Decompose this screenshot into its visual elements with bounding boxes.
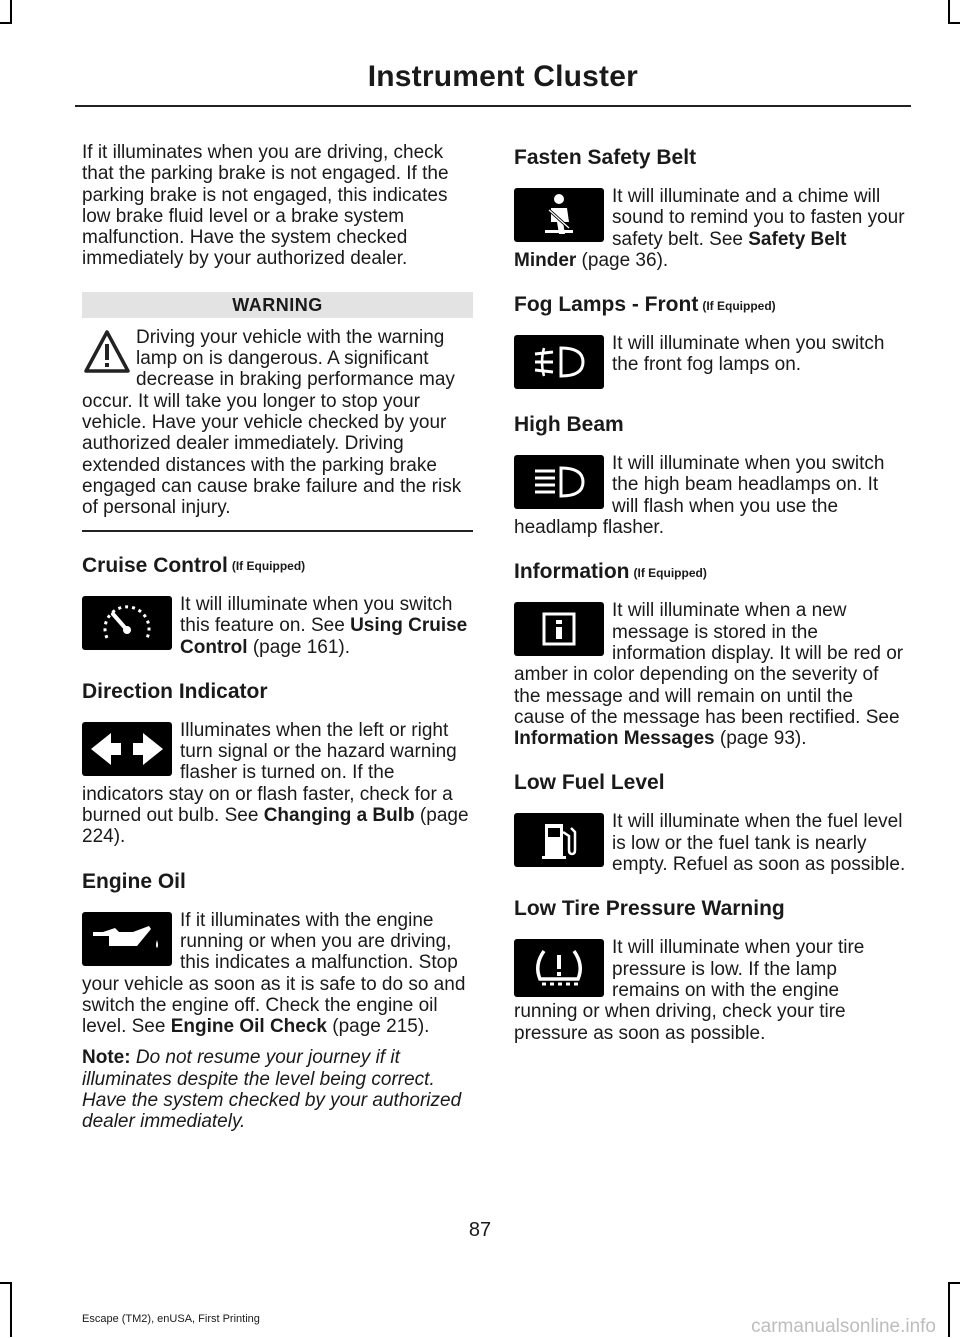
cross-reference-link[interactable]: Using Cruise Control — [180, 615, 468, 658]
section-title: Low Tire Pressure Warning — [514, 897, 785, 921]
note-label: Note: — [82, 1047, 131, 1069]
watermark: carmanualsonline.info — [751, 1316, 936, 1337]
page-reference: (page 224). — [82, 805, 469, 848]
body-text: It will illuminate when you switch this feature on. See — [180, 593, 453, 637]
warning-rule — [82, 530, 473, 532]
section-information — [514, 560, 906, 749]
body-text: Illuminates when the left or right turn signal or the hazard warning flasher is turned on. If the indicators stay on or flash faster, check for a burned out bulb. See — [82, 719, 457, 827]
page-reference: (page 36). — [576, 249, 669, 271]
section-text: It will illuminate when you switch the high beam headlamps on. It will flash when you use the headlamp flasher. — [514, 453, 885, 539]
section-engine-oil — [82, 870, 473, 1133]
cross-reference-link[interactable]: Information Messages — [514, 728, 715, 750]
high-beam-icon — [514, 455, 604, 509]
section-title-text: Cruise Control — [82, 553, 228, 577]
section-title-text: Fog Lamps - Front — [514, 293, 699, 317]
section-high-beam — [514, 413, 906, 538]
warning-text: Driving your vehicle with the warning lamp on is dangerous. A significant decrease in braking performance may occur. It will take you longer to stop your vehicle. Have your vehicle checked by your authorized dealer immediately. Driving extended distances with the parking brake engaged can cause brake failure and the risk of personal injury. — [82, 326, 462, 519]
warning-header: WARNING — [82, 292, 473, 318]
section-title — [514, 560, 906, 584]
section-fasten-safety-belt — [514, 146, 906, 271]
note-paragraph — [82, 1047, 473, 1132]
section-text: It will illuminate when your tire pressure is low. If the lamp remains on with the engine running or when driving, check your tire pressure as soon as possible. — [514, 937, 865, 1044]
header-rule — [75, 105, 911, 107]
section-title — [514, 293, 906, 317]
section-text: It will illuminate when the fuel level is low or the fuel tank is nearly empty. Refuel as soon as possible. — [612, 811, 906, 876]
section-title-text: Information — [514, 560, 630, 584]
page-number: 87 — [468, 1219, 492, 1241]
section-text: It will illuminate when you switch the front fog lamps on. — [612, 333, 885, 376]
left-column — [82, 142, 473, 1133]
crop-mark — [0, 22, 12, 24]
section-title: Engine Oil — [82, 869, 186, 893]
cross-reference-link[interactable]: Changing a Bulb — [263, 805, 415, 827]
warning-block — [82, 327, 473, 519]
crop-mark — [10, 0, 12, 22]
footer-text: Escape (TM2), enUSA, First Printing — [82, 1313, 260, 1325]
page-title: Instrument Cluster — [367, 60, 638, 93]
speedometer-icon — [82, 596, 172, 650]
crop-mark — [948, 22, 960, 24]
section-title — [82, 554, 473, 578]
page-reference: (page 93). — [714, 728, 807, 750]
right-column — [514, 142, 906, 1044]
body-text: It will illuminate when a new message is stored in the information display. It will be red or amber in color depending on the severity of the message and will remain on until the cause of the message has been rectified. See — [514, 600, 904, 728]
section-title: Low Fuel Level — [514, 771, 665, 795]
seatbelt-icon — [514, 188, 604, 242]
crop-mark — [948, 1282, 960, 1284]
fuel-pump-icon — [514, 813, 604, 867]
warning-triangle-icon — [84, 329, 130, 375]
turn-arrows-icon — [82, 722, 172, 776]
page-reference: (page 215). — [327, 1016, 430, 1038]
section-cruise-control — [82, 554, 473, 658]
section-title: High Beam — [514, 413, 624, 437]
body-text: It will illuminate and a chime will sound to remind you to fasten your safety belt. See — [612, 186, 905, 250]
cross-reference-link[interactable]: Safety Belt Minder — [514, 228, 847, 271]
section-title: Direction Indicator — [82, 679, 268, 703]
information-icon — [514, 602, 604, 656]
section-low-tire-pressure — [514, 897, 906, 1043]
crop-mark — [948, 1282, 950, 1337]
tire-pressure-icon — [514, 939, 604, 997]
section-fog-lamps-front — [514, 293, 906, 391]
body-text: If it illuminates with the engine running or when you are driving, this indicates a malfunction. Stop your vehicle as soon as it is safe to do so and switch the engine off. Check the engine oil level. See — [82, 909, 466, 1038]
note-text: Do not resume your journey if it illuminates despite the level being correct. Have the system checked by your authorized dealer immediately. — [82, 1047, 462, 1133]
section-low-fuel-level — [514, 771, 906, 875]
crop-mark — [0, 1282, 12, 1284]
oil-can-icon — [82, 912, 172, 966]
qualifier: (If Equipped) — [702, 298, 776, 313]
section-title: Fasten Safety Belt — [514, 146, 697, 169]
intro-paragraph: If it illuminates when you are driving, check that the parking brake is not engaged. If the parking brake is not engaged, this indicates low brake fluid level or a brake system malfunction. Have the system checked immediately by your authorized dealer. — [82, 142, 449, 270]
qualifier: (If Equipped) — [231, 559, 306, 574]
qualifier: (If Equipped) — [633, 565, 707, 580]
front-fog-lamp-icon — [514, 335, 604, 389]
cross-reference-link[interactable]: Engine Oil Check — [170, 1016, 327, 1038]
page-reference: (page 161). — [247, 636, 351, 658]
section-direction-indicator — [82, 680, 473, 848]
crop-mark — [948, 0, 950, 22]
crop-mark — [10, 1282, 12, 1337]
